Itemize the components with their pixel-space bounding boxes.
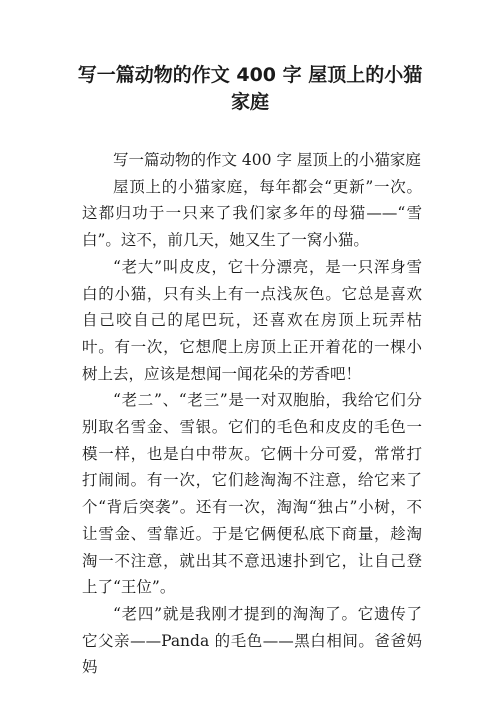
paragraph: 屋顶上的小猫家庭，每年都会“更新”一次。这都归功于一只来了我们家多年的母猫——“雪白”。这不，前几天，她又生了一窝小猫。 [82,177,422,250]
document-body [82,147,422,681]
paragraph: “老二”、“老三”是一对双胞胎，我给它们分别取名雪金、雪银。它们的毛色和皮皮的毛色一模一样，也是白中带灰。它俩十分可爱，常常打打闹闹。有一次，它们趁淘淘不注意，给它来了个“背后突袭”。还有一次，淘淘“独占”小树，不让雪金、雪靠近。于是它俩便私底下商量，趁淘淘一不注意，就出其不意迅速扑到它，让自己登上了“王位”。 [82,391,422,597]
document-title: 写一篇动物的作文 400 字 屋顶上的小猫家庭 [77,64,423,113]
paragraph-heading: 写一篇动物的作文 400 字 屋顶上的小猫家庭 [113,151,421,169]
paragraph: “老大”叫皮皮，它十分漂亮，是一只浑身雪白的小猫，只有头上有一点浅灰色。它总是喜欢自己咬自己的尾巴玩，还喜欢在房顶上玩弄枯叶。有一次，它想爬上房顶上正开着花的一棵小树上去，应该是想闻一闻花朵的芳香吧！ [82,257,422,383]
paragraph: “老四”就是我刚才提到的淘淘了。它遗传了它父亲——Panda 的毛色——黑白相间。爸爸妈妈 [82,604,422,677]
